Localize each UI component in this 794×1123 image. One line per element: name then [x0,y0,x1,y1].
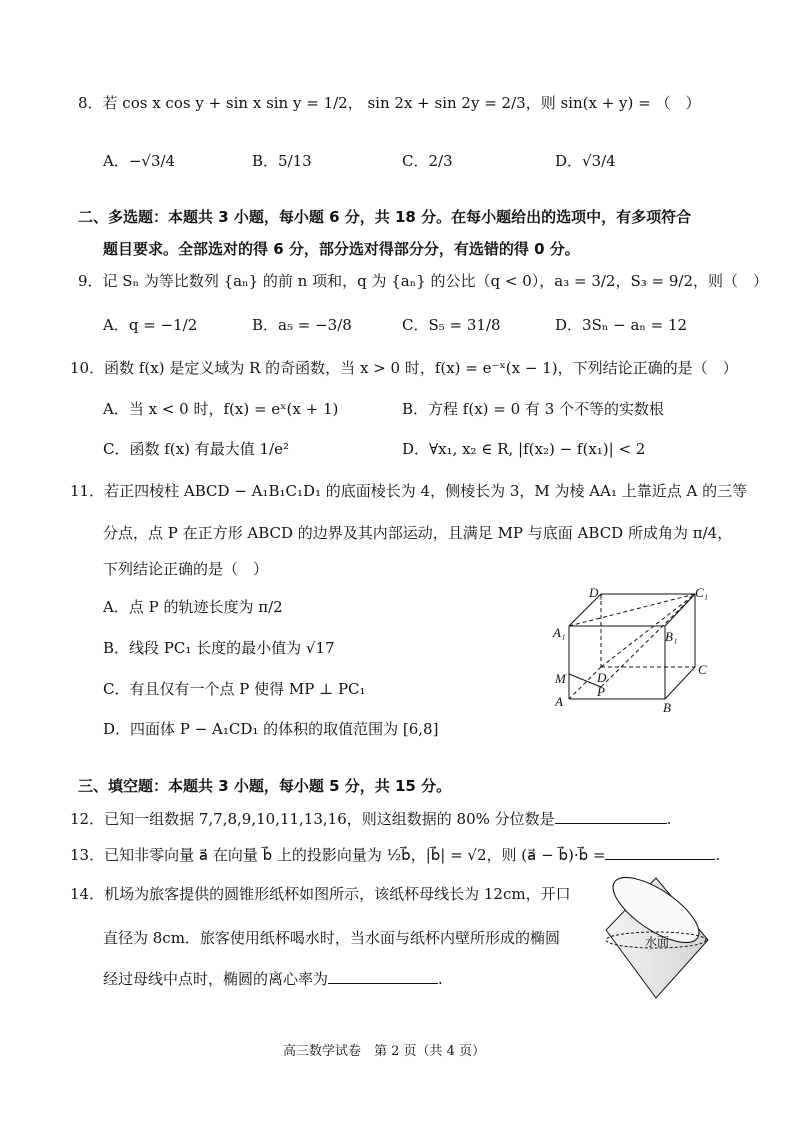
label-b1: B₁ [665,629,678,644]
section3-heading: 三、填空题：本题共 3 小题，每小题 5 分，共 15 分。 [78,777,452,795]
q8-option-c: C．2/3 [402,152,453,170]
q11-stem-line1: 11．若正四棱柱 ABCD − A₁B₁C₁D₁ 的底面棱长为 4，侧棱长为 3，M 为棱 AA₁ 上靠近点 A 的三等 [70,482,748,500]
label-p: P [597,684,605,699]
label-c1: C₁ [695,585,709,600]
water-surface-label: 水面 [645,935,670,949]
q13-answer-blank[interactable] [605,843,715,860]
section2-heading: 二、多选题：本题共 3 小题，每小题 6 分，共 18 分。在每小题给出的选项中，有多项符合 [78,208,692,226]
label-a1: A₁ [553,625,566,640]
q9-option-a: A．q = −1/2 [103,316,198,334]
q9-stem: 9．记 Sₙ 为等比数列 {aₙ} 的前 n 项和，q 为 {aₙ} 的公比（q < 0），a₃ = 3/2，S₃ = 9/2，则（ ） [78,272,769,290]
q14-end: . [438,970,443,988]
q14-answer-blank[interactable] [328,967,438,984]
q14-stem-line1: 14．机场为旅客提供的圆锥形纸杯如图所示，该纸杯母线长为 12cm，开口 [70,885,571,903]
q11-option-c: C．有且仅有一个点 P 使得 MP ⊥ PC₁ [103,680,366,698]
q8-option-a: A．−√3/4 [103,152,176,170]
q13-end: . [715,846,721,864]
q12-end: . [666,810,672,828]
q11-option-d: D．四面体 P − A₁CD₁ 的体积的取值范围为 [6,8] [103,720,439,738]
q11-option-a: A．点 P 的轨迹长度为 π/2 [103,598,283,616]
q8-option-b: B．5/13 [252,152,312,170]
label-c: C [698,662,707,677]
label-d: D [597,670,607,685]
q10-option-a: A．当 x < 0 时，f(x) = eˣ(x + 1) [103,400,339,418]
q8-stem: 8．若 cos x cos y + sin x sin y = 1/2， sin 2x + sin 2y = 2/3，则 sin(x + y) = （ ） [78,94,701,112]
q14-stem-line3: 经过母线中点时，椭圆的离心率为 [103,970,329,988]
label-a: A [555,694,563,709]
q12-line [70,807,671,829]
q12-stem: 12．已知一组数据 7,7,8,9,10,11,13,16，则这组数据的 80% 分位数是 [70,810,555,828]
q9-option-b: B．a₅ = −3/8 [252,316,352,334]
q10-stem: 10．函数 f(x) 是定义域为 R 的奇函数，当 x > 0 时，f(x) = e⁻ˣ(x − 1)，下列结论正确的是（ ） [70,359,738,377]
q9-option-c: C．S₅ = 31/8 [402,316,501,334]
label-b: B [663,700,671,715]
label-m: M [555,671,566,686]
prism-figure [545,582,720,717]
page-footer: 高三数学试卷 第 2 页（共 4 页） [283,1044,486,1059]
q12-answer-blank[interactable] [555,807,667,824]
section2-heading-cont: 题目要求。全部选对的得 6 分，部分选对得部分分，有选错的得 0 分。 [103,240,580,258]
q10-option-c: C．函数 f(x) 有最大值 1/e² [103,440,289,458]
q11-stem-line2: 分点，点 P 在正方形 ABCD 的边界及其内部运动，且满足 MP 与底面 ABCD 所成角为 π/4， [103,524,733,542]
q13-line [70,843,720,865]
q14-stem-line2: 直径为 8cm．旅客使用纸杯喝水时，当水面与纸杯内壁所形成的椭圆 [103,929,560,947]
q13-stem: 13．已知非零向量 a⃗ 在向量 b⃗ 上的投影向量为 ½b⃗，|b⃗| = √2，则 (a⃗ − b⃗)·b⃗ = [70,846,606,864]
q8-option-d: D．√3/4 [555,152,616,170]
q10-option-d: D．∀x₁, x₂ ∈ R, |f(x₂) − f(x₁)| < 2 [402,440,646,458]
q9-option-d: D．3Sₙ − aₙ = 12 [555,316,688,334]
q10-option-b: B．方程 f(x) = 0 有 3 个不等的实数根 [402,400,665,418]
q11-stem-line3: 下列结论正确的是（ ） [103,560,269,578]
label-d1: D₁ [589,585,603,600]
q11-option-b: B．线段 PC₁ 长度的最小值为 √17 [103,639,335,657]
cone-cup-figure [598,870,718,1005]
q14-line3 [103,967,443,989]
